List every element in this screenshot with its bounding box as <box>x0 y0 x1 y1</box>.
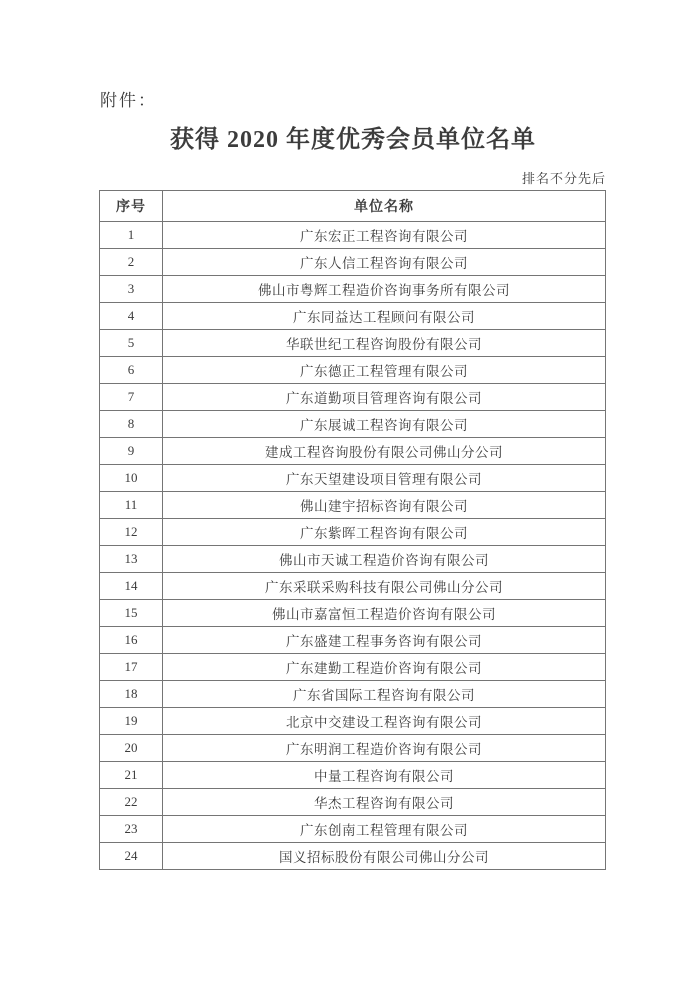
unit-name-cell: 广东宏正工程咨询有限公司 <box>163 222 606 249</box>
unit-name-cell: 广东采联采购科技有限公司佛山分公司 <box>163 573 606 600</box>
table-row <box>100 843 606 870</box>
table-row <box>100 708 606 735</box>
row-index-cell: 1 <box>100 222 163 249</box>
row-index-cell: 7 <box>100 384 163 411</box>
unit-name-cell: 广东同益达工程顾问有限公司 <box>163 303 606 330</box>
row-index-cell: 13 <box>100 546 163 573</box>
table-row <box>100 411 606 438</box>
column-header-unit-name: 单位名称 <box>163 191 606 222</box>
table-row <box>100 222 606 249</box>
table-row <box>100 681 606 708</box>
table-row <box>100 357 606 384</box>
unit-name-cell: 广东省国际工程咨询有限公司 <box>163 681 606 708</box>
row-index-cell: 8 <box>100 411 163 438</box>
row-index-cell: 12 <box>100 519 163 546</box>
table-row <box>100 276 606 303</box>
row-index-cell: 20 <box>100 735 163 762</box>
table-row <box>100 303 606 330</box>
table-row <box>100 600 606 627</box>
member-table <box>99 190 606 870</box>
row-index-cell: 6 <box>100 357 163 384</box>
unit-name-cell: 建成工程咨询股份有限公司佛山分公司 <box>163 438 606 465</box>
table-body <box>100 222 606 870</box>
unit-name-cell: 国义招标股份有限公司佛山分公司 <box>163 843 606 870</box>
table-row <box>100 627 606 654</box>
unit-name-cell: 广东展诚工程咨询有限公司 <box>163 411 606 438</box>
row-index-cell: 3 <box>100 276 163 303</box>
row-index-cell: 2 <box>100 249 163 276</box>
row-index-cell: 10 <box>100 465 163 492</box>
table-row <box>100 816 606 843</box>
row-index-cell: 22 <box>100 789 163 816</box>
table-row <box>100 789 606 816</box>
row-index-cell: 5 <box>100 330 163 357</box>
unit-name-cell: 广东天望建设项目管理有限公司 <box>163 465 606 492</box>
unit-name-cell: 广东紫晖工程咨询有限公司 <box>163 519 606 546</box>
row-index-cell: 19 <box>100 708 163 735</box>
row-index-cell: 14 <box>100 573 163 600</box>
row-index-cell: 21 <box>100 762 163 789</box>
unit-name-cell: 广东创南工程管理有限公司 <box>163 816 606 843</box>
unit-name-cell: 华杰工程咨询有限公司 <box>163 789 606 816</box>
unit-name-cell: 中量工程咨询有限公司 <box>163 762 606 789</box>
attachment-label: 附件： <box>100 91 157 110</box>
row-index-cell: 9 <box>100 438 163 465</box>
column-header-index: 序号 <box>100 191 163 222</box>
table-row <box>100 762 606 789</box>
unit-name-cell: 北京中交建设工程咨询有限公司 <box>163 708 606 735</box>
table-row <box>100 654 606 681</box>
table-row <box>100 384 606 411</box>
unit-name-cell: 佛山市粤辉工程造价咨询事务所有限公司 <box>163 276 606 303</box>
table-row <box>100 492 606 519</box>
unit-name-cell: 广东道勤项目管理咨询有限公司 <box>163 384 606 411</box>
row-index-cell: 4 <box>100 303 163 330</box>
page-title: 获得 2020 年度优秀会员单位名单 <box>170 127 536 153</box>
table-row <box>100 546 606 573</box>
row-index-cell: 23 <box>100 816 163 843</box>
unit-name-cell: 广东人信工程咨询有限公司 <box>163 249 606 276</box>
table-row <box>100 465 606 492</box>
row-index-cell: 11 <box>100 492 163 519</box>
table-row <box>100 519 606 546</box>
unit-name-cell: 广东德正工程管理有限公司 <box>163 357 606 384</box>
table-row <box>100 249 606 276</box>
unit-name-cell: 华联世纪工程咨询股份有限公司 <box>163 330 606 357</box>
ranking-note: 排名不分先后 <box>521 171 606 186</box>
unit-name-cell: 广东盛建工程事务咨询有限公司 <box>163 627 606 654</box>
table-header-row <box>100 191 606 222</box>
table-row <box>100 330 606 357</box>
table-row <box>100 573 606 600</box>
row-index-cell: 15 <box>100 600 163 627</box>
unit-name-cell: 广东明润工程造价咨询有限公司 <box>163 735 606 762</box>
unit-name-cell: 佛山建宇招标咨询有限公司 <box>163 492 606 519</box>
unit-name-cell: 佛山市嘉富恒工程造价咨询有限公司 <box>163 600 606 627</box>
row-index-cell: 24 <box>100 843 163 870</box>
table-row <box>100 735 606 762</box>
unit-name-cell: 佛山市天诚工程造价咨询有限公司 <box>163 546 606 573</box>
row-index-cell: 17 <box>100 654 163 681</box>
row-index-cell: 18 <box>100 681 163 708</box>
row-index-cell: 16 <box>100 627 163 654</box>
unit-name-cell: 广东建勤工程造价咨询有限公司 <box>163 654 606 681</box>
table-row <box>100 438 606 465</box>
